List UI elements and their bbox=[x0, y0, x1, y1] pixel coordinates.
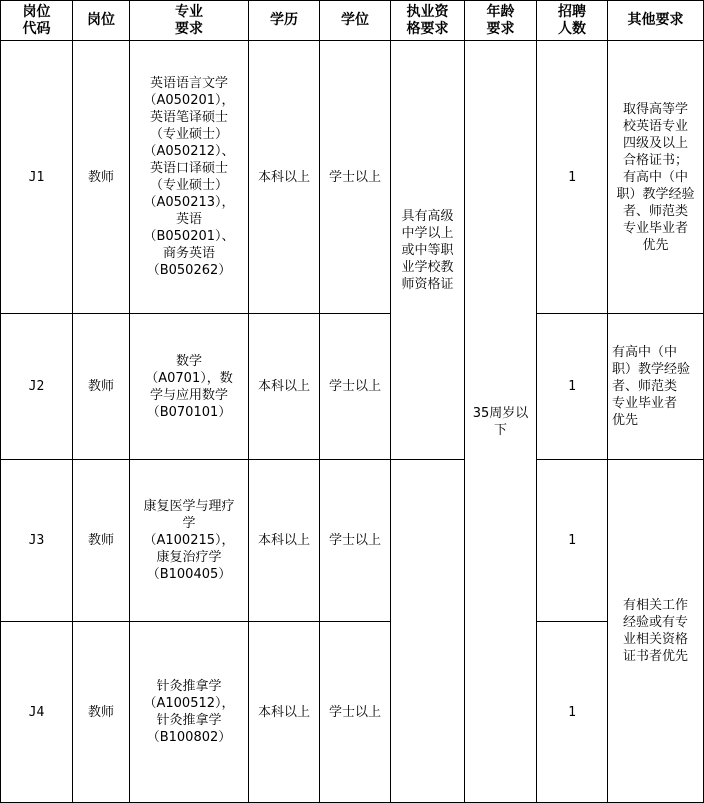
header-license: 执业资 格要求 bbox=[391, 1, 465, 41]
count-cell: 1 bbox=[537, 460, 608, 622]
age-cell: 35周岁以 下 bbox=[465, 41, 537, 803]
count-cell: 1 bbox=[537, 622, 608, 803]
major-cell: 针灸推拿学 （A100512）， 针灸推拿学 （B100802） bbox=[130, 622, 249, 803]
table-row bbox=[1, 622, 704, 803]
degree-cell: 学士以上 bbox=[320, 41, 391, 314]
license-cell-empty bbox=[391, 460, 465, 803]
education-cell: 本科以上 bbox=[249, 460, 320, 622]
header-major: 专业 要求 bbox=[130, 1, 249, 41]
post-cell: 教师 bbox=[73, 460, 130, 622]
degree-cell: 学士以上 bbox=[320, 314, 391, 460]
education-cell: 本科以上 bbox=[249, 314, 320, 460]
education-cell: 本科以上 bbox=[249, 622, 320, 803]
post-code-cell: J2 bbox=[1, 314, 73, 460]
count-cell: 1 bbox=[537, 314, 608, 460]
post-code-cell: J4 bbox=[1, 622, 73, 803]
table-row bbox=[1, 460, 704, 622]
count-cell: 1 bbox=[537, 41, 608, 314]
header-age: 年龄 要求 bbox=[465, 1, 537, 41]
degree-cell: 学士以上 bbox=[320, 622, 391, 803]
header-other: 其他要求 bbox=[608, 1, 704, 41]
header-post-code: 岗位 代码 bbox=[1, 1, 73, 41]
post-cell: 教师 bbox=[73, 314, 130, 460]
header-degree: 学位 bbox=[320, 1, 391, 41]
header-count: 招聘 人数 bbox=[537, 1, 608, 41]
post-code-cell: J3 bbox=[1, 460, 73, 622]
other-requirements-cell: 有相关工作 经验或有专 业相关资格 证书者优先 bbox=[608, 460, 704, 803]
header-post: 岗位 bbox=[73, 1, 130, 41]
header-row bbox=[1, 1, 704, 41]
post-code-cell: J1 bbox=[1, 41, 73, 314]
table-row bbox=[1, 314, 704, 460]
major-cell: 英语语言文学 （A050201）， 英语笔译硕士 （专业硕士） （A050212）、 英语口译硕士 （专业硕士） （A050213）， 英语 （B050201）、 商务英语 （B050262） bbox=[130, 41, 249, 314]
education-cell: 本科以上 bbox=[249, 41, 320, 314]
table-row bbox=[1, 41, 704, 314]
major-cell: 康复医学与理疗 学 （A100215）， 康复治疗学 （B100405） bbox=[130, 460, 249, 622]
major-cell: 数学 （A0701），数 学与应用数学 （B070101） bbox=[130, 314, 249, 460]
other-requirements-cell: 取得高等学 校英语专业 四级及以上 合格证书； 有高中（中 职）教学经验 者、师范类 专业毕业者 优先 bbox=[608, 41, 704, 314]
header-education: 学历 bbox=[249, 1, 320, 41]
other-requirements-cell: 有高中（中 职）教学经验 者、师范类 专业毕业者 优先 bbox=[608, 314, 704, 460]
post-cell: 教师 bbox=[73, 622, 130, 803]
post-cell: 教师 bbox=[73, 41, 130, 314]
degree-cell: 学士以上 bbox=[320, 460, 391, 622]
license-cell: 具有高级 中学以上 或中等职 业学校教 师资格证 bbox=[391, 41, 465, 460]
